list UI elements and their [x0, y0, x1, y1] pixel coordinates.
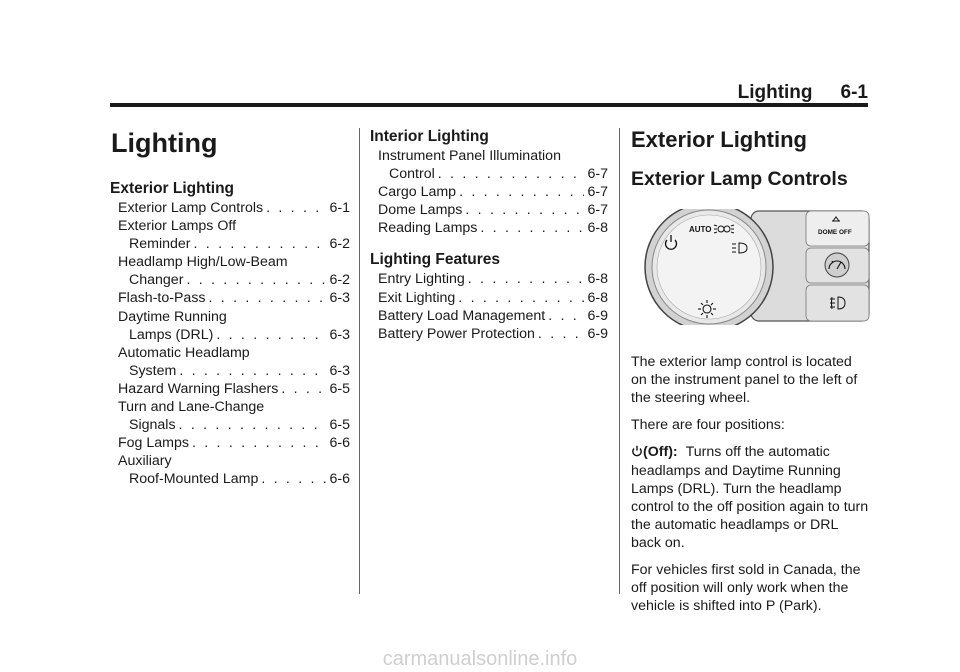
toc-entry-line: Auxiliary — [118, 453, 172, 470]
toc-entry-title: Flash-to-Pass — [118, 290, 206, 307]
toc-entry-title: Signals — [129, 417, 176, 434]
toc-entry-title: Cargo Lamp — [378, 184, 457, 201]
toc-leader-dots — [261, 470, 326, 488]
toc-heading-exterior: Exterior Lighting — [110, 180, 234, 197]
toc-entry-title: Battery Load Management — [378, 307, 546, 324]
toc-entry-line: Automatic Headlamp — [118, 344, 250, 361]
toc-entry[interactable] — [370, 183, 608, 201]
toc-entry-title: Exit Lighting — [378, 289, 456, 306]
toc-entry[interactable] — [110, 199, 350, 217]
subsection-heading: Exterior Lamp Controls — [631, 168, 848, 190]
toc-entry[interactable] — [110, 416, 350, 434]
toc-entry-line: Exterior Lamps Off — [118, 218, 237, 235]
toc-entry-title: Battery Power Protection — [378, 325, 535, 342]
toc-list-features — [370, 270, 608, 342]
toc-leader-dots — [209, 289, 327, 307]
watermark: carmanualsonline.info — [382, 648, 578, 670]
toc-entry[interactable] — [110, 434, 350, 452]
toc-entry[interactable] — [110, 289, 350, 307]
toc-entry[interactable] — [110, 362, 350, 380]
column-divider-1 — [359, 128, 360, 594]
toc-entry[interactable] — [370, 289, 608, 307]
toc-entry-title: Dome Lamps — [378, 202, 463, 219]
toc-leader-dots — [548, 307, 584, 325]
toc-page-number: 6-2 — [329, 272, 350, 289]
toc-list-exterior — [110, 199, 350, 489]
toc-entry-title: Fog Lamps — [118, 435, 189, 452]
toc-page-number: 6-6 — [329, 471, 350, 488]
toc-entry[interactable] — [110, 235, 350, 253]
toc-entry-title: Reminder — [129, 236, 191, 253]
toc-leader-dots — [458, 289, 584, 307]
toc-entry-line: Daytime Running — [118, 308, 227, 325]
toc-leader-dots — [194, 235, 327, 253]
toc-leader-dots — [192, 434, 327, 452]
toc-leader-dots — [465, 201, 584, 219]
toc-entry-title: Reading Lamps — [378, 220, 478, 237]
section-heading: Exterior Lighting — [631, 127, 807, 152]
toc-entry[interactable] — [370, 307, 608, 325]
header-section: Lighting — [737, 82, 813, 103]
off-label: (Off): — [643, 444, 678, 461]
toc-page-number: 6-3 — [329, 362, 350, 379]
toc-entry-line: Turn and Lane-Change — [118, 399, 265, 416]
toc-entry[interactable] — [110, 470, 350, 488]
toc-page-number: 6-8 — [587, 271, 608, 288]
toc-page-number: 6-7 — [587, 166, 608, 183]
toc-heading-features: Lighting Features — [370, 251, 501, 269]
toc-leader-dots — [480, 219, 584, 237]
toc-entry[interactable] — [110, 326, 350, 344]
toc-entry[interactable] — [110, 271, 350, 289]
content-column — [631, 126, 871, 624]
toc-list-interior — [370, 147, 608, 237]
power-icon — [631, 444, 643, 456]
header-page-number: 6-1 — [840, 82, 868, 103]
toc-entry-line: Headlamp High/Low-Beam — [118, 254, 288, 271]
toc-page-number: 6-3 — [329, 326, 350, 343]
toc-leader-dots — [281, 380, 326, 398]
toc-entry-title: Changer — [129, 272, 184, 289]
paragraph-canada: For vehicles first sold in Canada, the off position will only work when the vehicle is shifted into P (Park). — [631, 562, 861, 615]
toc-page-number: 6-8 — [587, 220, 608, 237]
toc-leader-dots — [468, 270, 585, 288]
toc-leader-dots — [266, 199, 326, 217]
toc-page-number: 6-6 — [329, 435, 350, 452]
chapter-title: Lighting — [111, 128, 218, 158]
toc-page-number: 6-9 — [587, 325, 608, 342]
toc-heading-interior: Interior Lighting — [370, 128, 489, 145]
toc-page-number: 6-9 — [587, 307, 608, 324]
toc-entry[interactable] — [370, 201, 608, 219]
column-divider-2 — [619, 128, 620, 594]
toc-entry-line: Instrument Panel Illumination — [378, 148, 561, 164]
toc-leader-dots — [459, 183, 584, 201]
toc-entry[interactable] — [370, 270, 608, 288]
toc-entry-title: Roof-Mounted Lamp — [129, 471, 259, 488]
toc-entry-title: Exterior Lamp Controls — [118, 200, 264, 216]
toc-leader-dots — [179, 416, 327, 434]
toc-leader-dots — [216, 326, 326, 344]
paragraph-location: The exterior lamp control is located on the instrument panel to the left of the steering wheel. — [631, 354, 858, 407]
toc-entry-title: Lamps (DRL) — [129, 326, 214, 343]
toc-page-number: 6-5 — [329, 380, 350, 397]
toc-leader-dots — [186, 271, 326, 289]
toc-page-number: 6-5 — [329, 417, 350, 434]
toc-column-1 — [110, 128, 350, 493]
toc-entry[interactable] — [370, 219, 608, 237]
paragraph-off — [631, 443, 871, 552]
toc-page-number: 6-1 — [329, 200, 350, 216]
toc-entry[interactable] — [370, 325, 608, 343]
toc-leader-dots — [179, 362, 326, 380]
toc-page-number: 6-7 — [587, 184, 608, 201]
toc-page-number: 6-2 — [329, 236, 350, 253]
toc-page-number: 6-3 — [329, 290, 350, 307]
running-header — [738, 82, 868, 104]
toc-entry-title: Control — [389, 166, 435, 183]
off-description: Turns off the automatic headlamps and Daytime Running Lamps (DRL). Turn the headlamp control to the off position again to turn the automatic headlamps or DRL back on. — [631, 444, 869, 551]
toc-entry-title: Entry Lighting — [378, 271, 465, 288]
dome-off-label: DOME OFF — [818, 229, 852, 236]
toc-column-2 — [370, 128, 608, 347]
toc-page-number: 6-8 — [587, 289, 608, 306]
toc-leader-dots — [438, 165, 585, 183]
toc-entry-title: System — [129, 362, 177, 379]
exterior-lamp-control-figure — [641, 209, 871, 325]
toc-entry[interactable] — [370, 165, 608, 183]
toc-leader-dots — [538, 325, 585, 343]
auto-label: AUTO — [689, 225, 712, 234]
toc-page-number: 6-7 — [587, 202, 608, 219]
header-rule — [110, 103, 868, 107]
paragraph-positions: There are four positions: — [631, 417, 785, 434]
toc-entry-title: Hazard Warning Flashers — [118, 380, 279, 397]
toc-entry[interactable] — [110, 380, 350, 398]
